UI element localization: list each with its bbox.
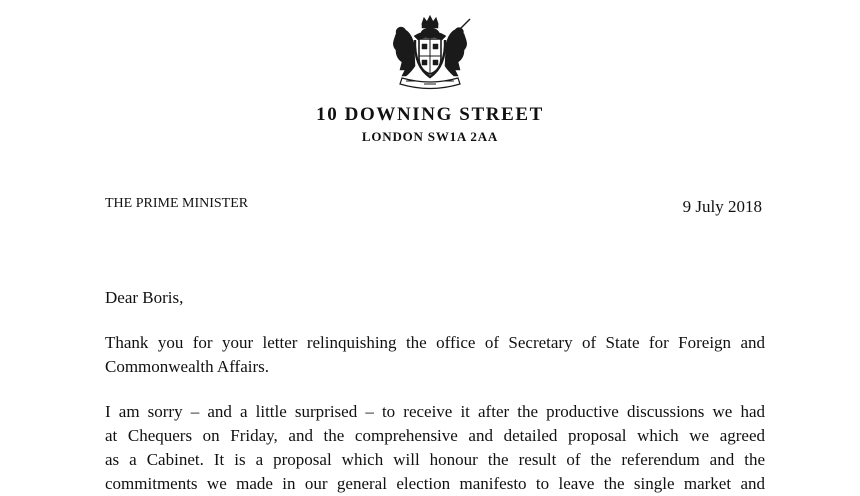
body-line: as a Cabinet. It is a proposal which will honour the result of the referendum and the: [105, 450, 765, 469]
body-line: commitments we made in our general election manifesto to leave the single market and: [105, 474, 765, 493]
body-paragraph-1: [105, 331, 765, 379]
letter-date: 9 July 2018: [682, 197, 762, 216]
body-line: Commonwealth Affairs.: [105, 357, 269, 376]
salutation: Dear Boris,: [105, 288, 184, 307]
body-paragraph-2: [105, 400, 765, 496]
sender-title: THE PRIME MINISTER: [105, 196, 249, 211]
address-street: 10 DOWNING STREET: [316, 104, 544, 125]
body-line: Thank you for your letter relinquishing the office of Secretary of State for Foreign and: [105, 333, 765, 352]
body-line: I am sorry – and a little surprised – to receive it after the productive discussions we had: [105, 402, 765, 421]
royal-coat-of-arms-emblem: [384, 14, 476, 94]
address-city-postcode: LONDON SW1A 2AA: [361, 129, 499, 144]
body-line: at Chequers on Friday, and the comprehensive and detailed proposal which we agreed: [105, 426, 765, 445]
